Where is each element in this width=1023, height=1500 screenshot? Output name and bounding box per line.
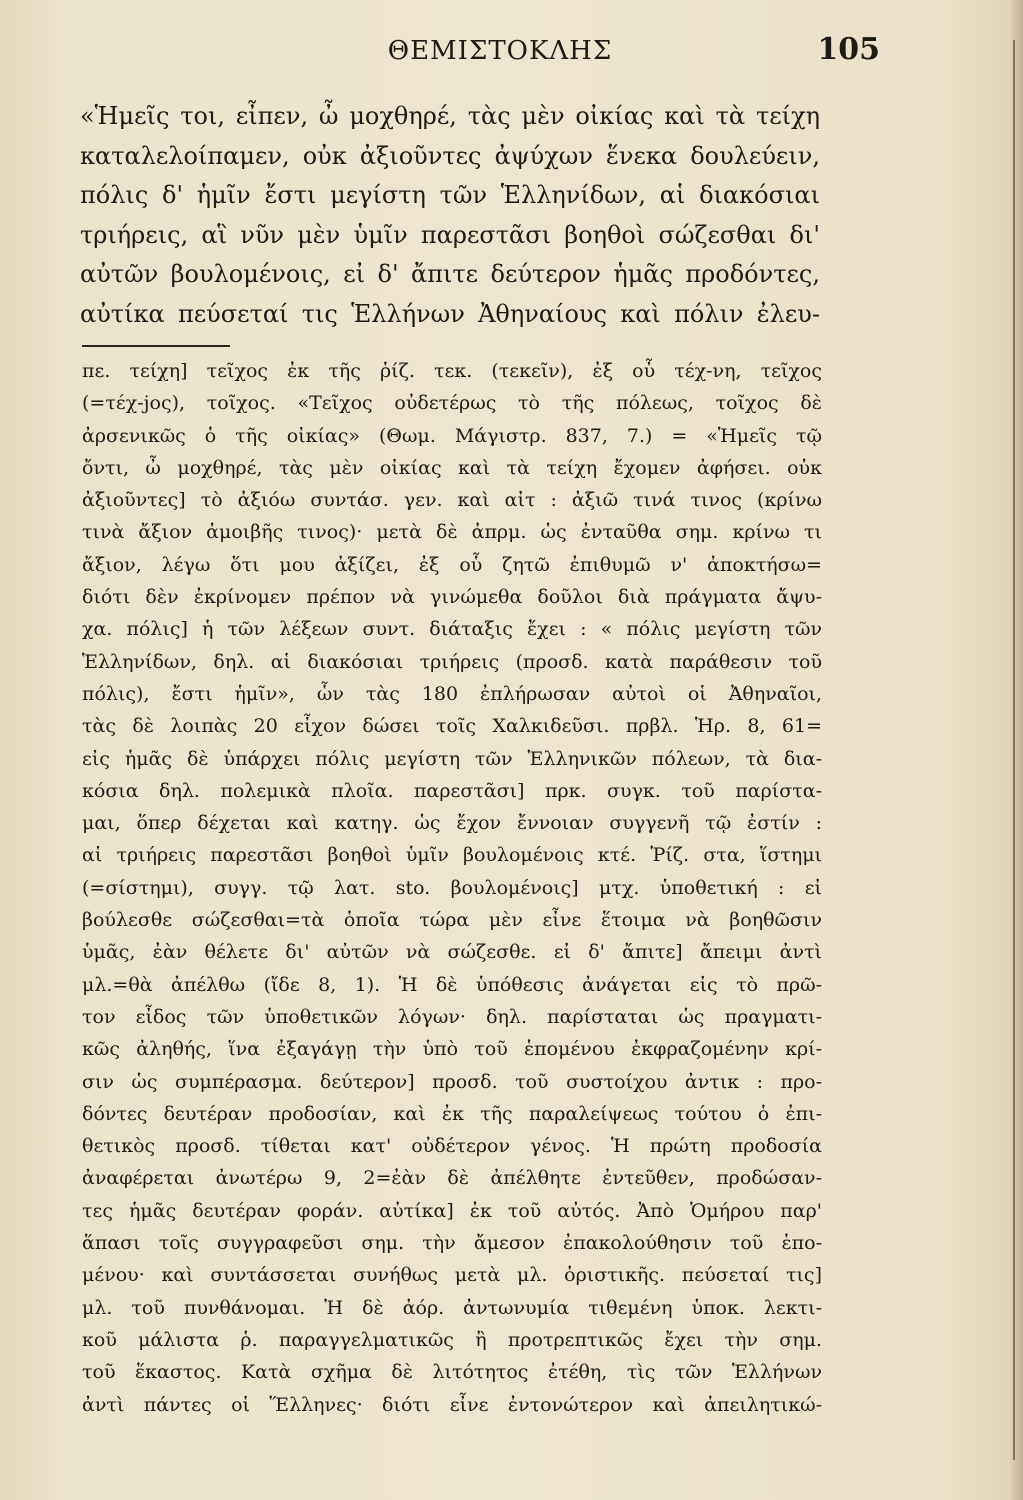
note-line: δόντες δευτέραν προδοσίαν, καὶ ἐκ τῆς παραλείψεως τούτου ὁ ἐπι- xyxy=(82,1102,822,1125)
note-line: θετικὸς προσδ. τίθεται κατ' οὐδέτερον γένος. Ἡ πρώτη προδοσία xyxy=(82,1135,822,1158)
note-line: ἅπασι τοῖς συγγραφεῦσι σημ. τὴν ἄμεσον ἐπακολούθησιν τοῦ ἑπο- xyxy=(82,1232,822,1255)
note-line: μλ.=θὰ ἀπέλθω (ἴδε 8, 1). Ἡ δὲ ὑπόθεσις ἀνάγεται εἰς τὸ πρῶ- xyxy=(82,973,822,996)
note-line: κῶς ἀληθής, ἵνα ἐξαγάγῃ τὴν ὑπὸ τοῦ ἑπομένου ἐκφραζομένην κρί- xyxy=(82,1038,822,1061)
note-line: κοῦ μάλιστα ῥ. παραγγελματικῶς ἢ προτρεπτικῶς ἔχει τὴν σημ. xyxy=(82,1328,822,1351)
note-line: μλ. τοῦ πυνθάνομαι. Ἡ δὲ ἀόρ. ἀντωνυμία τιθεμένη ὑποκ. λεκτι- xyxy=(82,1296,822,1319)
note-line: ἀρσενικῶς ὁ τῆς οἰκίας» (Θωμ. Μάγιστρ. 837, 7.) = «Ἡμεῖς τῷ xyxy=(82,424,822,447)
note-line: αἱ τριήρεις παρεστᾶσι βοηθοὶ ὑμῖν βουλομένοις κτέ. Ῥίζ. στα, ἵστημι xyxy=(82,844,822,867)
binding-edge-line xyxy=(1013,40,1015,1460)
main-text-line: πόλις δ' ἡμῖν ἔστι μεγίστη τῶν Ἑλληνίδων, αἱ διακόσιαι xyxy=(80,181,820,209)
note-line: ἀντὶ πάντες οἱ Ἕλληνες· διότι εἶνε ἐντονώτερον καὶ ἀπειλητικώ- xyxy=(82,1393,822,1416)
main-text-line: αὐτῶν βουλομένοις, εἰ δ' ἄπιτε δεύτερον ἡμᾶς προδόντες, xyxy=(80,260,820,288)
note-line: τινὰ ἄξιον ἀμοιβῆς τινος)· μετὰ δὲ ἀπρμ. ὡς ἐνταῦθα σημ. κρίνω τι xyxy=(82,521,822,544)
note-line: διότι δὲν ἐκρίνομεν πρέπον νὰ γινώμεθα δοῦλοι διὰ πράγματα ἄψυ- xyxy=(82,586,822,609)
note-line: χα. πόλις] ἡ τῶν λέξεων συντ. διάταξις ἔχει : « πόλις μεγίστη τῶν xyxy=(82,618,822,641)
note-line: τὰς δὲ λοιπὰς 20 εἶχον δώσει τοῖς Χαλκιδεῦσι. πρβλ. Ἡρ. 8, 61= xyxy=(82,715,822,738)
note-line: βούλεσθε σώζεσθαι=τὰ ὁποῖα τώρα μὲν εἶνε ἕτοιμα νὰ βοηθῶσιν xyxy=(82,909,822,932)
note-line: τες ἡμᾶς δευτέραν φοράν. αὐτίκα] ἐκ τοῦ αὐτός. Ἀπὸ Ὁμήρου παρ' xyxy=(82,1199,822,1222)
note-line: (=σίστημι), συγγ. τῷ λατ. sto. βουλομένοις] μτχ. ὑποθετική : εἰ xyxy=(82,876,822,899)
note-line: ἀναφέρεται ἀνωτέρω 9, 2=ἐὰν δὲ ἀπέλθητε ἐντεῦθεν, προδώσαν- xyxy=(82,1167,822,1190)
main-text-line: αὐτίκα πεύσεταί τις Ἑλλήνων Ἀθηναίους καὶ πόλιν ἐλευ- xyxy=(80,299,820,328)
note-line: τον εἶδος τῶν ὑποθετικῶν λόγων· δηλ. παρίσταται ὡς πραγματι- xyxy=(82,1005,822,1028)
footnote-divider xyxy=(82,345,230,347)
note-line: Ἑλληνίδων, δηλ. αἱ διακόσιαι τριήρεις (προσδ. κατὰ παράθεσιν τοῦ xyxy=(82,650,822,673)
page-header xyxy=(60,30,940,70)
note-line: σιν ὡς συμπέρασμα. δεύτερον] προσδ. τοῦ συστοίχου ἀντικ : προ- xyxy=(82,1070,822,1093)
note-line: εἰς ἡμᾶς δὲ ὑπάρχει πόλις μεγίστη τῶν Ἑλληνικῶν πόλεων, τὰ δια- xyxy=(82,747,822,770)
note-line: τοῦ ἕκαστος. Κατὰ σχῆμα δὲ λιτότητος ἐτέθη, τὶς τῶν Ἑλλήνων xyxy=(82,1361,822,1384)
note-line: πόλις), ἔστι ἡμῖν», ὧν τὰς 180 ἐπλήρωσαν αὐτοὶ οἱ Ἀθηναῖοι, xyxy=(82,682,822,705)
note-line: (=τέχ-jος), τοῖχος. «Τεῖχος οὐδετέρως τὸ τῆς πόλεως, τοῖχος δὲ xyxy=(82,392,822,415)
note-line: κόσια δηλ. πολεμικὰ πλοῖα. παρεστᾶσι] πρκ. συγκ. τοῦ παρίστα- xyxy=(82,779,822,802)
note-line: ἄξιον, λέγω ὅτι μου ἀξίζει, ἐξ οὗ ζητῶ ἐπιθυμῶ ν' ἀποκτήσω= xyxy=(82,553,822,576)
main-text-line: «Ἡμεῖς τοι, εἶπεν, ὦ μοχθηρέ, τὰς μὲν οἰκίας καὶ τὰ τείχη xyxy=(80,102,820,130)
note-line: μαι, ὅπερ δέχεται καὶ κατηγ. ὡς ἔχον ἔννοιαν συγγενῆ τῷ ἐστίν : xyxy=(82,812,822,835)
note-line: ἀξιοῦντες] τὸ ἀξιόω συντάσ. γεν. καὶ αἰτ : ἀξιῶ τινά τινος (κρίνω xyxy=(82,489,822,512)
note-line: ὑμᾶς, ἐὰν θέλετε δι' αὐτῶν νὰ σώζεσθε. εἰ δ' ἄπιτε] ἄπειμι ἀντὶ xyxy=(82,941,822,964)
page-number: 105 xyxy=(817,32,880,67)
note-line: μένου· καὶ συντάσσεται συνήθως μετὰ μλ. ὁριστικῆς. πεύσεταί τις] xyxy=(82,1264,822,1287)
main-text-line: καταλελοίπαμεν, οὐκ ἀξιοῦντες ἀψύχων ἕνεκα δουλεύειν, xyxy=(80,141,820,170)
main-text-line: τριήρεις, αἳ νῦν μὲν ὑμῖν παρεστᾶσι βοηθοὶ σώζεσθαι δι' xyxy=(80,220,820,249)
page-edge-shadow xyxy=(1009,0,1023,1500)
note-line: πε. τείχη] τεῖχος ἐκ τῆς ῥίζ. τεκ. (τεκεῖν), ἐξ οὗ τέχ-νη, τεῖχος xyxy=(82,360,822,382)
running-head: ΘΕΜΙΣΤΟΚΛΗΣ xyxy=(387,36,613,66)
note-line: ὄντι, ὦ μοχθηρέ, τὰς μὲν οἰκίας καὶ τὰ τείχη ἔχομεν ἀφήσει. οὐκ xyxy=(82,456,822,479)
commentary-notes xyxy=(82,355,822,1421)
main-text xyxy=(80,97,820,334)
